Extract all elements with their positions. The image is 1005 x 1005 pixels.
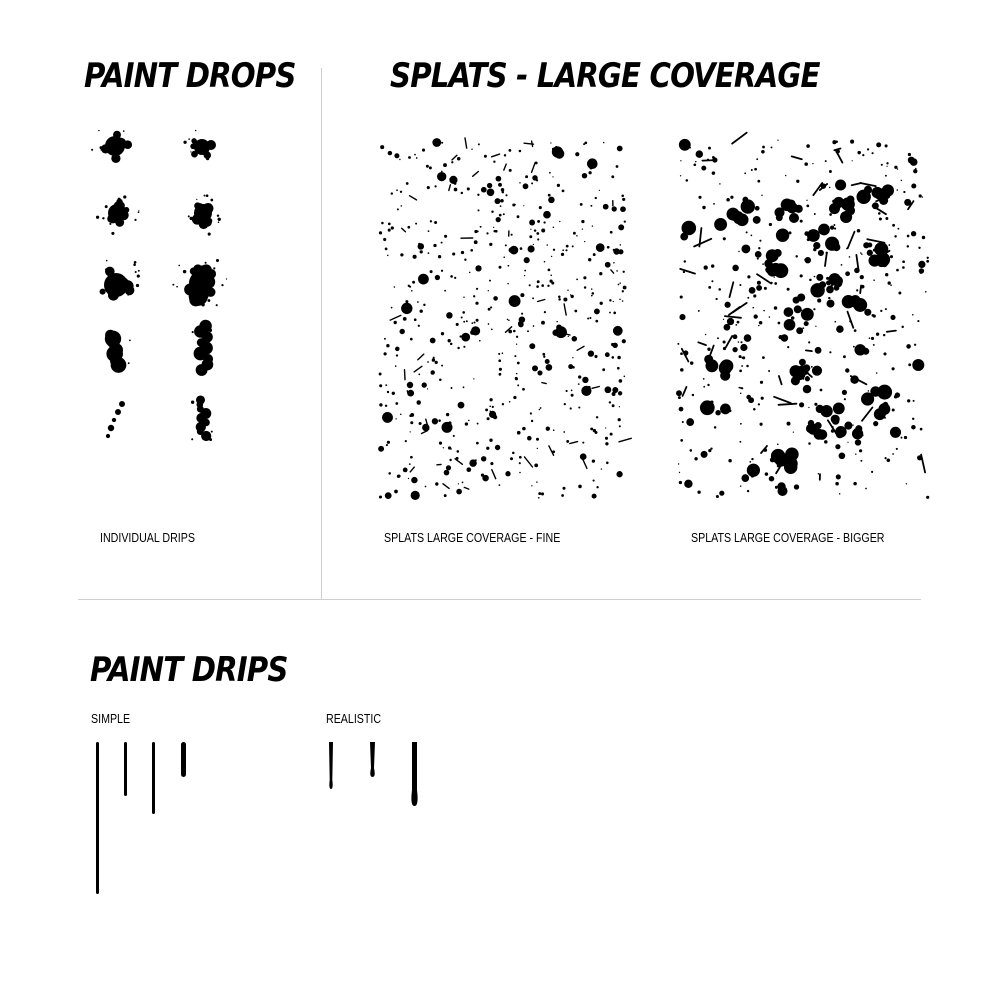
realistic-label: REALISTIC	[326, 711, 382, 726]
paint-drops-title: PAINT DROPS	[84, 56, 296, 96]
paint-drips-title: PAINT DRIPS	[90, 650, 288, 690]
realistic-drip	[411, 742, 417, 806]
realistic-drip	[329, 742, 333, 789]
realistic-drip	[370, 742, 375, 777]
splats-bigger-caption: SPLATS LARGE COVERAGE - BIGGER	[691, 530, 885, 545]
splats-fine-caption: SPLATS LARGE COVERAGE - FINE	[384, 530, 561, 545]
simple-label: SIMPLE	[91, 711, 131, 726]
individual-drips-caption: INDIVIDUAL DRIPS	[100, 530, 195, 545]
splats-title: SPLATS - LARGE COVERAGE	[390, 56, 820, 96]
